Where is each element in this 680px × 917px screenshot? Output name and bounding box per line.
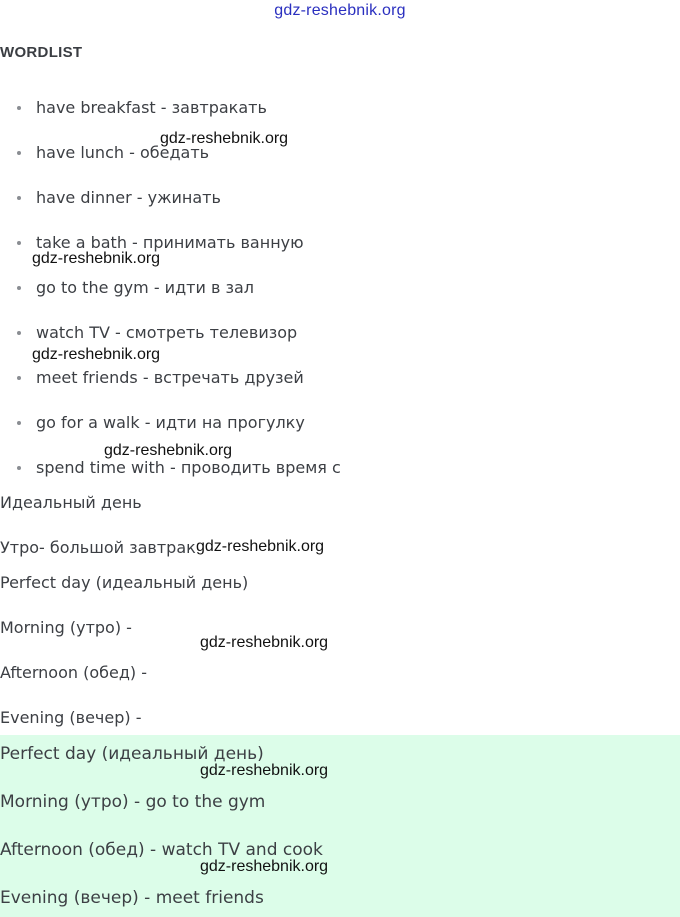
bullet-icon <box>17 286 21 290</box>
watermark: gdz-reshebnik.org <box>200 762 329 779</box>
wordlist-heading: WORDLIST <box>0 44 83 61</box>
watermark: gdz-reshebnik.org <box>200 634 329 651</box>
plan-morning: Morning (утро) - <box>0 618 132 637</box>
watermark: gdz-reshebnik.org <box>32 346 161 363</box>
list-item-text: take a bath - принимать ванную <box>36 233 304 252</box>
watermark: gdz-reshebnik.org <box>32 250 161 267</box>
plan-evening: Evening (вечер) - <box>0 708 142 727</box>
bullet-icon <box>17 421 21 425</box>
list-item-text: spend time with - проводить время с <box>36 458 341 477</box>
answer-morning: Morning (утро) - go to the gym <box>0 792 266 812</box>
answer-evening: Evening (вечер) - meet friends <box>0 888 264 908</box>
list-item <box>0 276 341 321</box>
bullet-icon <box>17 106 21 110</box>
answer-box <box>0 735 680 917</box>
watermark: gdz-reshebnik.org <box>200 858 329 875</box>
bullet-icon <box>17 241 21 245</box>
list-item <box>0 186 341 231</box>
plan-afternoon: Afternoon (обед) - <box>0 663 147 682</box>
list-item-text: have dinner - ужинать <box>36 188 221 207</box>
list-item-text: meet friends - встречать друзей <box>36 368 304 387</box>
site-header-link[interactable]: gdz-reshebnik.org <box>274 2 406 19</box>
list-item <box>0 366 341 411</box>
watermark: gdz-reshebnik.org <box>104 442 233 459</box>
bullet-icon <box>17 376 21 380</box>
list-item-text: go to the gym - идти в зал <box>36 278 254 297</box>
list-item-text: have breakfast - завтракать <box>36 98 267 117</box>
bullet-icon <box>17 196 21 200</box>
bullet-icon <box>17 466 21 470</box>
list-item-text: go for a walk - идти на прогулку <box>36 413 305 432</box>
watermark: gdz-reshebnik.org <box>160 130 289 147</box>
answer-afternoon: Afternoon (обед) - watch TV and cook <box>0 840 323 860</box>
task-example: Утро- большой завтрак <box>0 538 196 557</box>
plan-title: Perfect day (идеальный день) <box>0 573 249 592</box>
task-title: Идеальный день <box>0 493 142 512</box>
wordlist <box>0 96 341 501</box>
answer-title: Perfect day (идеальный день) <box>0 744 264 764</box>
watermark: gdz-reshebnik.org <box>196 538 325 555</box>
bullet-icon <box>17 331 21 335</box>
list-item-text: have lunch - обедать <box>36 143 210 162</box>
list-item-text: watch TV - смотреть телевизор <box>36 323 298 342</box>
bullet-icon <box>17 151 21 155</box>
